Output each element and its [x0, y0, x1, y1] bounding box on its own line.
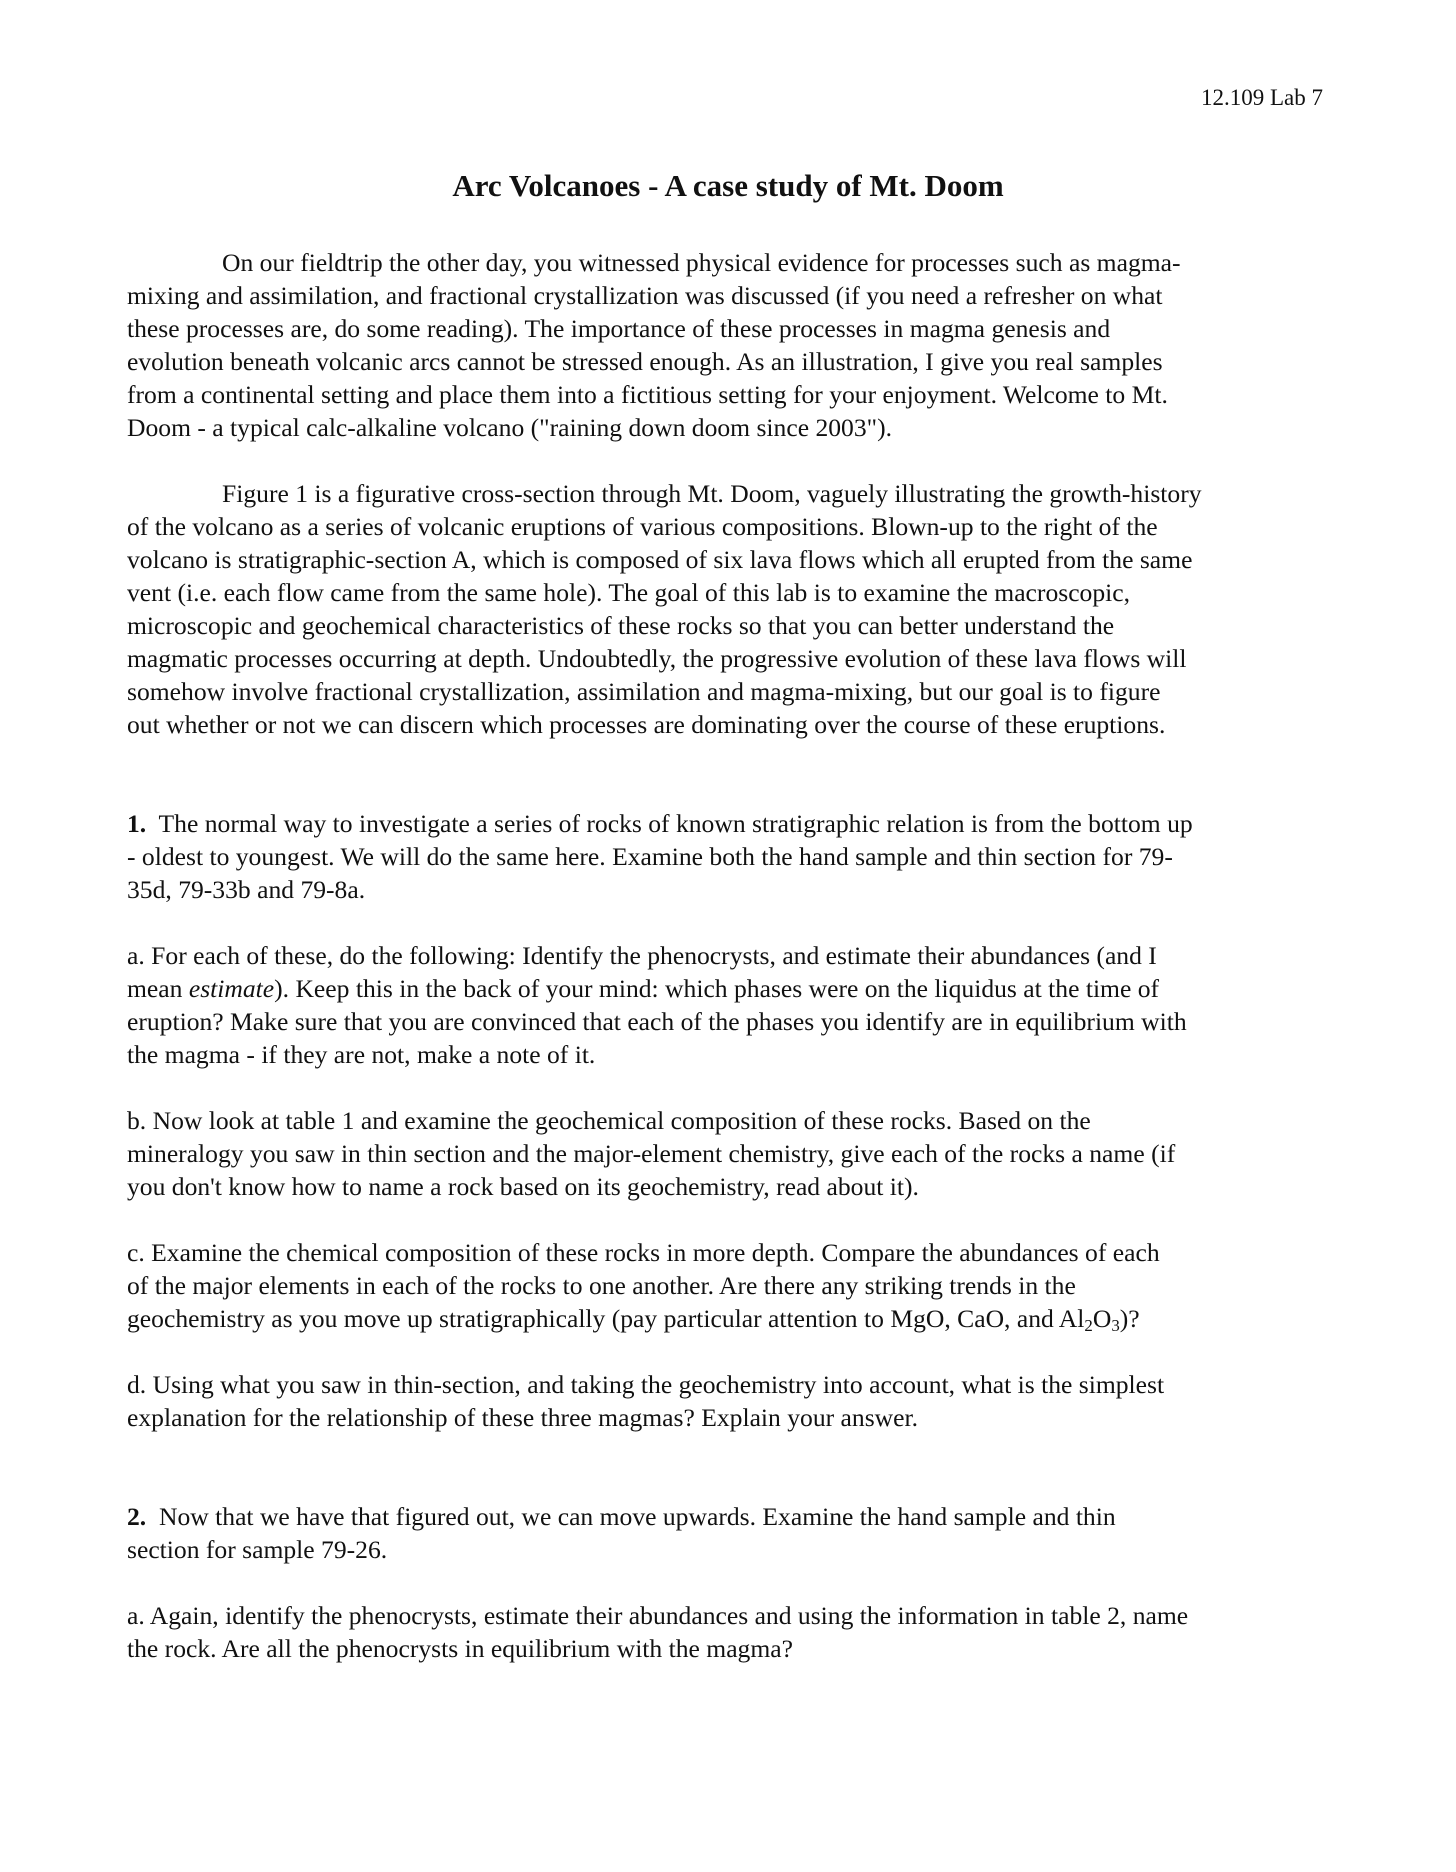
text-line: the magma - if they are not, make a note of it.: [127, 1040, 596, 1069]
document-body: [127, 246, 1337, 1665]
question-1a: [127, 939, 1337, 1071]
text-line: Figure 1 is a figurative cross-section through Mt. Doom, vaguely illustrating the growth-history: [222, 479, 1202, 508]
spacer: [127, 1335, 1337, 1368]
text-line: evolution beneath volcanic arcs cannot be stressed enough. As an illustration, I give you real samples: [127, 347, 1163, 376]
text-line: [127, 1302, 1337, 1335]
question-1d: [127, 1368, 1337, 1434]
page-title: Arc Volcanoes - A case study of Mt. Doom: [452, 168, 1004, 203]
text-line: magmatic processes occurring at depth. Undoubtedly, the progressive evolution of these lava flows will: [127, 644, 1187, 673]
text-line: 35d, 79-33b and 79-8a.: [127, 875, 366, 904]
text-fragment: O: [1092, 1304, 1112, 1333]
text-line: On our fieldtrip the other day, you witnessed physical evidence for processes such as magma-: [222, 248, 1181, 277]
text-line: section for sample 79-26.: [127, 1535, 388, 1564]
text-line: [127, 1500, 1337, 1533]
subscript: 3: [1111, 1316, 1120, 1336]
text-line: these processes are, do some reading). The importance of these processes in magma genesis and: [127, 314, 1111, 343]
text-line: from a continental setting and place them into a fictitious setting for your enjoyment. Welcome to Mt.: [127, 380, 1168, 409]
spacer: [127, 741, 1337, 807]
text-line: of the volcano as a series of volcanic eruptions of various compositions. Blown-up to the right of the: [127, 512, 1158, 541]
text-line: volcano is stratigraphic-section A, which is composed of six lava flows which all erupted from the same: [127, 545, 1193, 574]
text-line: the rock. Are all the phenocrysts in equilibrium with the magma?: [127, 1634, 793, 1663]
text-line: eruption? Make sure that you are convinced that each of the phases you identify are in equilibrium with: [127, 1007, 1187, 1036]
question-text: Now that we have that figured out, we can move upwards. Examine the hand sample and thin: [159, 1502, 1116, 1531]
question-1: [127, 807, 1337, 906]
text-line: somehow involve fractional crystallization, assimilation and magma-mixing, but our goal is to figure: [127, 677, 1161, 706]
spacer: [127, 906, 1337, 939]
text-fragment: ). Keep this in the back of your mind: which phases were on the liquidus at the time of: [274, 974, 1160, 1003]
emphasized-text: estimate: [188, 974, 275, 1003]
text-line: a. Again, identify the phenocrysts, estimate their abundances and using the information in table 2, name: [127, 1601, 1189, 1630]
text-line: you don't know how to name a rock based on its geochemistry, read about it).: [127, 1172, 919, 1201]
intro-paragraph-1: [127, 246, 1337, 444]
question-number: 2.: [127, 1502, 147, 1531]
text-line: explanation for the relationship of these three magmas? Explain your answer.: [127, 1403, 919, 1432]
spacer: [127, 444, 1337, 477]
text-line: [127, 807, 1337, 840]
question-2a: [127, 1599, 1337, 1665]
text-line: Doom - a typical calc-alkaline volcano ("raining down doom since 2003").: [127, 413, 893, 442]
text-line: - oldest to youngest. We will do the same here. Examine both the hand sample and thin section for 79-: [127, 842, 1173, 871]
question-number: 1.: [127, 809, 147, 838]
question-1b: [127, 1104, 1337, 1203]
lab-reference: 12.109 Lab 7: [1200, 85, 1323, 110]
spacer: [127, 1434, 1337, 1500]
spacer: [127, 1071, 1337, 1104]
subscript: 2: [1084, 1316, 1093, 1336]
text-fragment: mean: [127, 974, 189, 1003]
text-line: mineralogy you saw in thin section and the major-element chemistry, give each of the rocks a name (if: [127, 1139, 1176, 1168]
text-line: d. Using what you saw in thin-section, and taking the geochemistry into account, what is the simplest: [127, 1370, 1165, 1399]
intro-paragraph-2: [127, 477, 1337, 741]
text-fragment: )?: [1119, 1304, 1140, 1333]
spacer: [127, 1566, 1337, 1599]
spacer: [127, 1203, 1337, 1236]
text-line: mixing and assimilation, and fractional crystallization was discussed (if you need a refresher on what: [127, 281, 1163, 310]
question-2: [127, 1500, 1337, 1566]
text-line: vent (i.e. each flow came from the same hole). The goal of this lab is to examine the macroscopic,: [127, 578, 1131, 607]
text-line: b. Now look at table 1 and examine the geochemical composition of these rocks. Based on the: [127, 1106, 1091, 1135]
text-line: [127, 972, 1337, 1005]
text-fragment: geochemistry as you move up stratigraphically (pay particular attention to MgO, CaO, and Al: [127, 1304, 1085, 1333]
question-text: The normal way to investigate a series of rocks of known stratigraphic relation is from the bottom up: [158, 809, 1193, 838]
text-line: of the major elements in each of the rocks to one another. Are there any striking trends in the: [127, 1271, 1076, 1300]
question-1c: [127, 1236, 1337, 1335]
text-line: out whether or not we can discern which processes are dominating over the course of these eruptions.: [127, 710, 1166, 739]
text-line: microscopic and geochemical characteristics of these rocks so that you can better understand the: [127, 611, 1115, 640]
text-line: a. For each of these, do the following: Identify the phenocrysts, and estimate their abundances (and I: [127, 941, 1157, 970]
text-line: c. Examine the chemical composition of these rocks in more depth. Compare the abundances of each: [127, 1238, 1160, 1267]
